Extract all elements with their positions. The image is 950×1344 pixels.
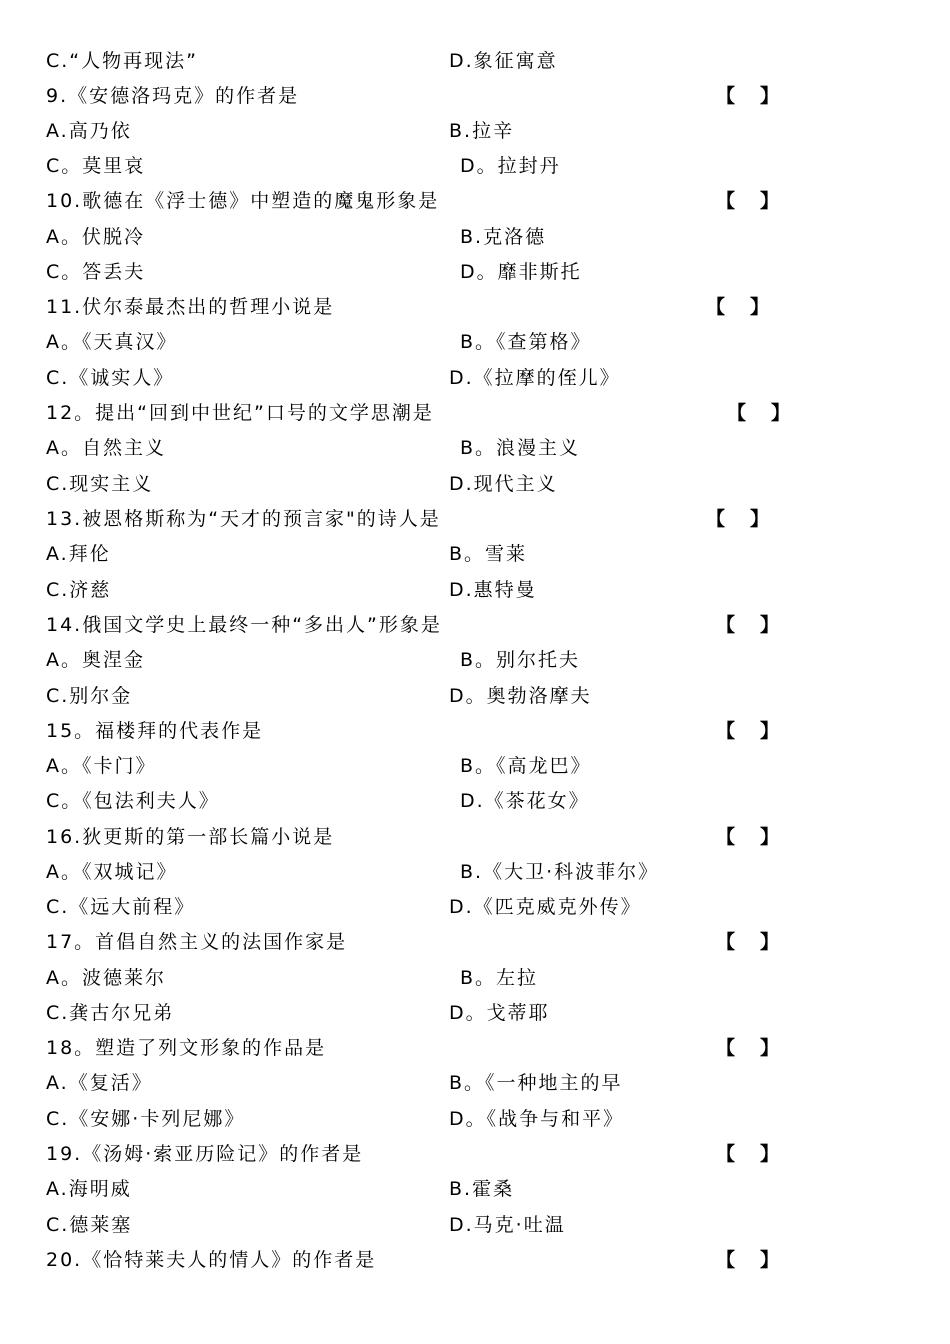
- answer-bracket-open: 【: [706, 508, 726, 530]
- options-row: [0, 1172, 950, 1207]
- answer-bracket-open: 【: [716, 931, 736, 953]
- option-c: C.《诚实人》: [46, 367, 175, 389]
- option-d: D.《茶花女》: [460, 790, 590, 812]
- option-d: D。《战争与和平》: [449, 1108, 625, 1130]
- question-text: 19.《汤姆·索亚历险记》的作者是: [46, 1143, 364, 1165]
- question-text: 16.狄更斯的第一部长篇小说是: [46, 826, 335, 848]
- options-row: [0, 255, 950, 290]
- options-row: [0, 1066, 950, 1101]
- option-b: B.《大卫·科波菲尔》: [460, 861, 660, 883]
- question-text: 20.《恰特莱夫人的情人》的作者是: [46, 1249, 377, 1271]
- answer-bracket-close: 】: [760, 720, 780, 742]
- option-d: D.象征寓意: [449, 50, 558, 72]
- option-c: C。莫里哀: [46, 155, 146, 177]
- options-row: [0, 44, 950, 79]
- option-c: C.别尔金: [46, 685, 133, 707]
- options-row: [0, 114, 950, 149]
- question-13: [0, 502, 950, 537]
- option-a: A。自然主义: [46, 437, 166, 459]
- option-a: A.高乃依: [46, 120, 132, 142]
- question-text: 10.歌德在《浮士德》中塑造的魔鬼形象是: [46, 190, 440, 212]
- option-a: A。《双城记》: [46, 861, 178, 883]
- options-row: [0, 325, 950, 360]
- option-c: C.“人物再现法”: [46, 50, 198, 72]
- question-16: [0, 820, 950, 855]
- option-b: B.霍桑: [449, 1178, 515, 1200]
- options-row: [0, 431, 950, 466]
- option-c: C。答丢夫: [46, 261, 146, 283]
- answer-bracket-open: 【: [716, 85, 736, 107]
- option-c: C.济慈: [46, 579, 112, 601]
- options-row: [0, 537, 950, 572]
- question-12: [0, 396, 950, 431]
- option-b: B。别尔托夫: [460, 649, 581, 671]
- answer-bracket-close: 】: [750, 296, 770, 318]
- option-c: C.龚古尔兄弟: [46, 1002, 175, 1024]
- answer-bracket-close: 】: [760, 1143, 780, 1165]
- option-d: D。拉封丹: [460, 155, 561, 177]
- option-b: B.拉辛: [449, 120, 515, 142]
- question-14: [0, 608, 950, 643]
- question-20: [0, 1243, 950, 1278]
- options-row: [0, 961, 950, 996]
- option-a: A。波德莱尔: [46, 967, 166, 989]
- option-d: D.惠特曼: [449, 579, 537, 601]
- question-18: [0, 1031, 950, 1066]
- options-row: [0, 220, 950, 255]
- question-9: [0, 79, 950, 114]
- answer-bracket-close: 】: [760, 85, 780, 107]
- option-d: D。奥勃洛摩夫: [449, 685, 592, 707]
- options-row: [0, 679, 950, 714]
- options-row: [0, 784, 950, 819]
- option-b: B.克洛德: [460, 226, 547, 248]
- answer-bracket-open: 【: [727, 402, 747, 424]
- question-15: [0, 714, 950, 749]
- option-c: C.《远大前程》: [46, 896, 196, 918]
- answer-bracket-open: 【: [716, 826, 736, 848]
- answer-bracket-close: 】: [750, 508, 770, 530]
- answer-bracket-close: 】: [771, 402, 791, 424]
- option-a: A。《天真汉》: [46, 331, 178, 353]
- option-a: A。伏脱冷: [46, 226, 145, 248]
- question-17: [0, 925, 950, 960]
- answer-bracket-open: 【: [716, 1037, 736, 1059]
- options-row: [0, 749, 950, 784]
- option-d: D.《匹克威克外传》: [449, 896, 642, 918]
- options-row: [0, 890, 950, 925]
- question-10: [0, 184, 950, 219]
- option-d: D.《拉摩的侄儿》: [449, 367, 621, 389]
- option-c: C。《包法利夫人》: [46, 790, 220, 812]
- option-d: D.现代主义: [449, 473, 558, 495]
- option-d: D。戈蒂耶: [449, 1002, 550, 1024]
- option-b: B。左拉: [460, 967, 539, 989]
- question-text: 11.伏尔泰最杰出的哲理小说是: [46, 296, 335, 318]
- option-d: D.马克·吐温: [449, 1214, 566, 1236]
- option-a: A.海明威: [46, 1178, 132, 1200]
- answer-bracket-close: 】: [760, 826, 780, 848]
- options-row: [0, 643, 950, 678]
- option-b: B。雪莱: [449, 543, 528, 565]
- option-a: A。《卡门》: [46, 755, 157, 777]
- option-a: A.《复活》: [46, 1072, 153, 1094]
- question-text: 12。提出“回到中世纪”口号的文学思潮是: [46, 402, 434, 424]
- question-text: 13.被恩格斯称为“天才的预言家"的诗人是: [46, 508, 441, 530]
- answer-bracket-open: 【: [716, 720, 736, 742]
- option-b: B。《查第格》: [460, 331, 592, 353]
- option-b: B。浪漫主义: [460, 437, 581, 459]
- question-text: 17。首倡自然主义的法国作家是: [46, 931, 348, 953]
- option-c: C.《安娜·卡列尼娜》: [46, 1108, 246, 1130]
- answer-bracket-open: 【: [716, 614, 736, 636]
- answer-bracket-close: 】: [760, 190, 780, 212]
- options-row: [0, 467, 950, 502]
- question-11: [0, 290, 950, 325]
- answer-bracket-close: 】: [760, 1249, 780, 1271]
- answer-bracket-close: 】: [760, 1037, 780, 1059]
- options-row: [0, 573, 950, 608]
- option-c: C.现实主义: [46, 473, 154, 495]
- option-d: D。靡非斯托: [460, 261, 582, 283]
- answer-bracket-open: 【: [716, 1143, 736, 1165]
- options-row: [0, 361, 950, 396]
- answer-bracket-open: 【: [716, 1249, 736, 1271]
- question-19: [0, 1137, 950, 1172]
- question-text: 15。福楼拜的代表作是: [46, 720, 264, 742]
- options-row: [0, 855, 950, 890]
- option-b: B。《一种地主的早: [449, 1072, 623, 1094]
- options-row: [0, 1102, 950, 1137]
- answer-bracket-close: 】: [760, 931, 780, 953]
- options-row: [0, 149, 950, 184]
- option-c: C.德莱塞: [46, 1214, 133, 1236]
- option-a: A。奥涅金: [46, 649, 145, 671]
- answer-bracket-close: 】: [760, 614, 780, 636]
- question-text: 14.俄国文学史上最终一种“多出人”形象是: [46, 614, 442, 636]
- question-text: 9.《安德洛玛克》的作者是: [46, 85, 300, 107]
- option-b: B。《高龙巴》: [460, 755, 592, 777]
- answer-bracket-open: 【: [706, 296, 726, 318]
- question-text: 18。塑造了列文形象的作品是: [46, 1037, 327, 1059]
- options-row: [0, 996, 950, 1031]
- options-row: [0, 1208, 950, 1243]
- option-a: A.拜伦: [46, 543, 111, 565]
- answer-bracket-open: 【: [716, 190, 736, 212]
